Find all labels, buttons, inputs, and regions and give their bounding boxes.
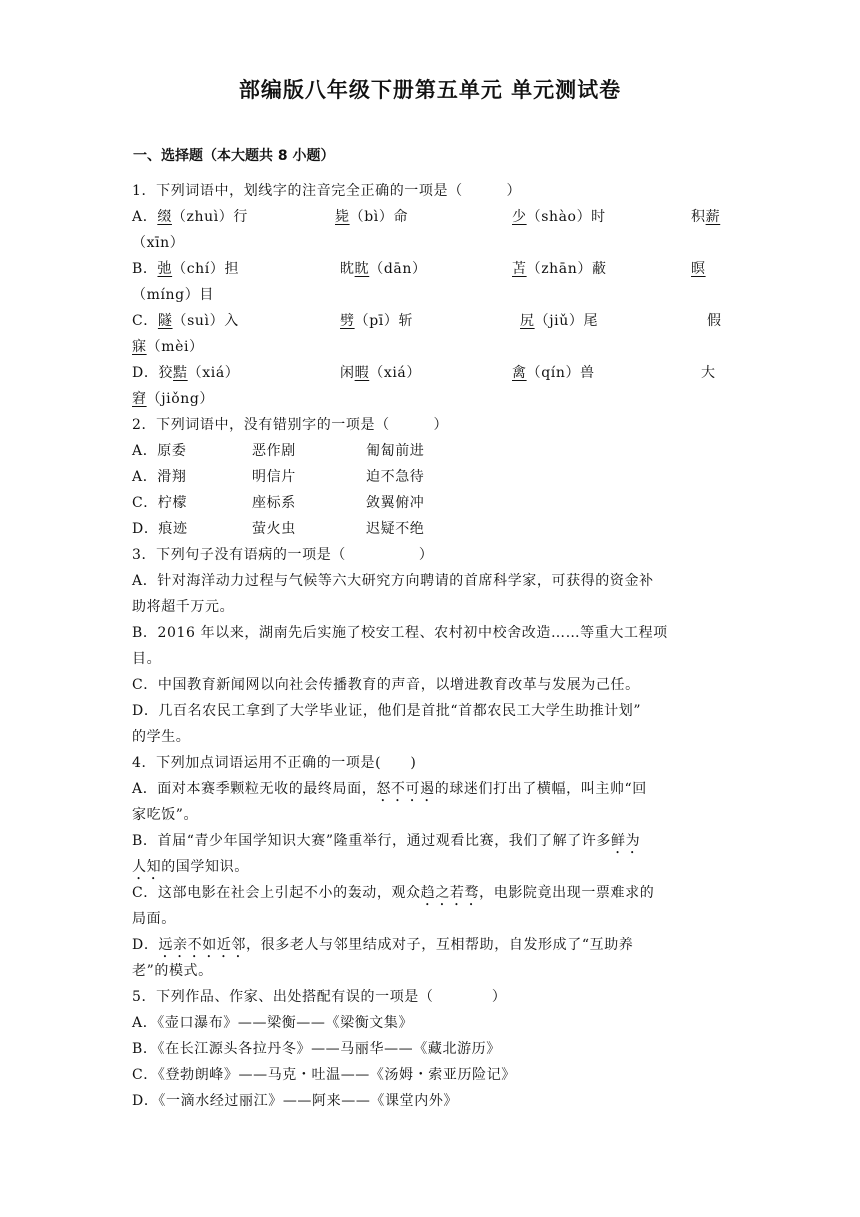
- q4-option-d-line1: D．远亲不如近邻，很多老人与邻里结成对子，互相帮助，自发形成了“互助养: [132, 937, 634, 953]
- q1-option-d: D．狡黠（xiá）: [132, 365, 240, 381]
- q1-stem: 1．下列词语中，划线字的注音完全正确的一项是（ ）: [132, 183, 522, 199]
- q2-b-word3: 迫不急待: [366, 469, 425, 485]
- q1-option-b: B．弛（chí）担: [132, 261, 240, 277]
- q3-option-c: C．中国教育新闻网以向社会传播教育的声音，以增进教育改革与发展为己任。: [132, 677, 640, 693]
- q3-option-b-line1: B．2016 年以来，湖南先后实施了校安工程、农村初中校舍改造……等重大工程项: [132, 625, 668, 641]
- q2-option-c: C．柠檬: [132, 495, 188, 511]
- q1-d-word3: 禽（qín）兽: [512, 365, 595, 381]
- q4-option-b-line2: 人知的国学知识。: [132, 859, 249, 875]
- q1-option-c: C．隧（suì）入: [132, 313, 239, 329]
- q5-option-c: C．《登勃朗峰》——马克・吐温——《汤姆・索亚历险记》: [132, 1067, 516, 1083]
- section-heading: 一、选择题（本大题共 8 小题）: [133, 148, 335, 164]
- q5-option-a: A．《壶口瀑布》——梁衡——《梁衡文集》: [132, 1015, 414, 1031]
- page-title: 部编版八年级下册第五单元 单元测试卷: [238, 78, 622, 102]
- q1-d-word4-rest: 窘（jiǒng）: [132, 391, 215, 407]
- q5-option-d: D．《一滴水经过丽江》——阿来——《课堂内外》: [132, 1093, 459, 1109]
- q3-option-a-line1: A．针对海洋动力过程与气候等六大研究方向聘请的首席科学家，可获得的资金补: [132, 573, 654, 589]
- q3-option-a-line2: 助将超千万元。: [132, 599, 235, 615]
- q1-b-word4-pinyin: （míng）目: [132, 287, 214, 303]
- q4-option-d-line2: 老”的模式。: [132, 963, 213, 979]
- q3-option-d-line1: D．几百名农民工拿到了大学毕业证，他们是首批“首都农民工大学生助推计划”: [132, 703, 642, 719]
- q2-a-word3: 匍匐前进: [366, 443, 425, 459]
- q5-stem: 5．下列作品、作家、出处搭配有误的一项是（ ）: [132, 989, 507, 1005]
- q1-c-word4-rest: 寐（mèi）: [132, 339, 204, 355]
- q2-c-word3: 敛翼俯冲: [366, 495, 425, 511]
- q1-c-word2: 劈（pī）斩: [340, 313, 414, 329]
- q3-option-d-line2: 的学生。: [132, 729, 191, 745]
- q2-b-word2: 明信片: [252, 469, 296, 485]
- q1-d-word2: 闲暇（xiá）: [340, 365, 421, 381]
- q2-d-word2: 萤火虫: [252, 521, 296, 537]
- q2-a-word2: 恶作剧: [252, 443, 296, 459]
- q1-a-word4: 积薪: [691, 209, 721, 225]
- q2-option-a: A．原委: [132, 443, 187, 459]
- q1-a-word2: 毙（bì）命: [335, 209, 409, 225]
- q2-option-b: A．滑翔: [132, 469, 187, 485]
- q1-option-a: A．缀（zhuì）行: [132, 209, 249, 225]
- q1-a-word3: 少（shào）时: [512, 209, 606, 225]
- q4-option-a-line2: 家吃饭”。: [132, 807, 199, 823]
- q4-option-b-line1: B．首届“青少年国学知识大赛”隆重举行，通过观看比赛，我们了解了许多鲜为: [132, 833, 641, 849]
- q1-a-word4-pinyin: （xīn）: [132, 235, 185, 251]
- q1-d-word4: 大: [701, 365, 716, 381]
- q1-c-word3: 尻（jiǔ）尾: [520, 313, 599, 329]
- q2-stem: 2．下列词语中，没有错别字的一项是（ ）: [132, 417, 449, 433]
- q4-option-a-line1: A．面对本赛季颗粒无收的最终局面，怒不可遏的球迷们打出了横幅，叫主帅“回: [132, 781, 647, 797]
- q3-stem: 3．下列句子没有语病的一项是（ ）: [132, 547, 434, 563]
- q4-option-c-line1: C．这部电影在社会上引起不小的轰动，观众趋之若骛，电影院竟出现一票难求的: [132, 885, 655, 901]
- q1-b-word3: 苫（zhān）蔽: [512, 261, 607, 277]
- q3-option-b-line2: 目。: [132, 651, 162, 667]
- q1-b-word2: 眈眈（dān）: [340, 261, 427, 277]
- q4-option-c-line2: 局面。: [132, 911, 176, 927]
- q4-stem: 4．下列加点词语运用不正确的一项是( ): [132, 755, 417, 771]
- q1-c-word4: 假: [707, 313, 722, 329]
- q2-c-word2: 座标系: [252, 495, 296, 511]
- q2-option-d: D．痕迹: [132, 521, 188, 537]
- q5-option-b: B．《在长江源头各拉丹冬》——马丽华——《藏北游历》: [132, 1041, 501, 1057]
- q2-d-word3: 迟疑不绝: [366, 521, 425, 537]
- q1-b-word4: 暝: [691, 261, 706, 277]
